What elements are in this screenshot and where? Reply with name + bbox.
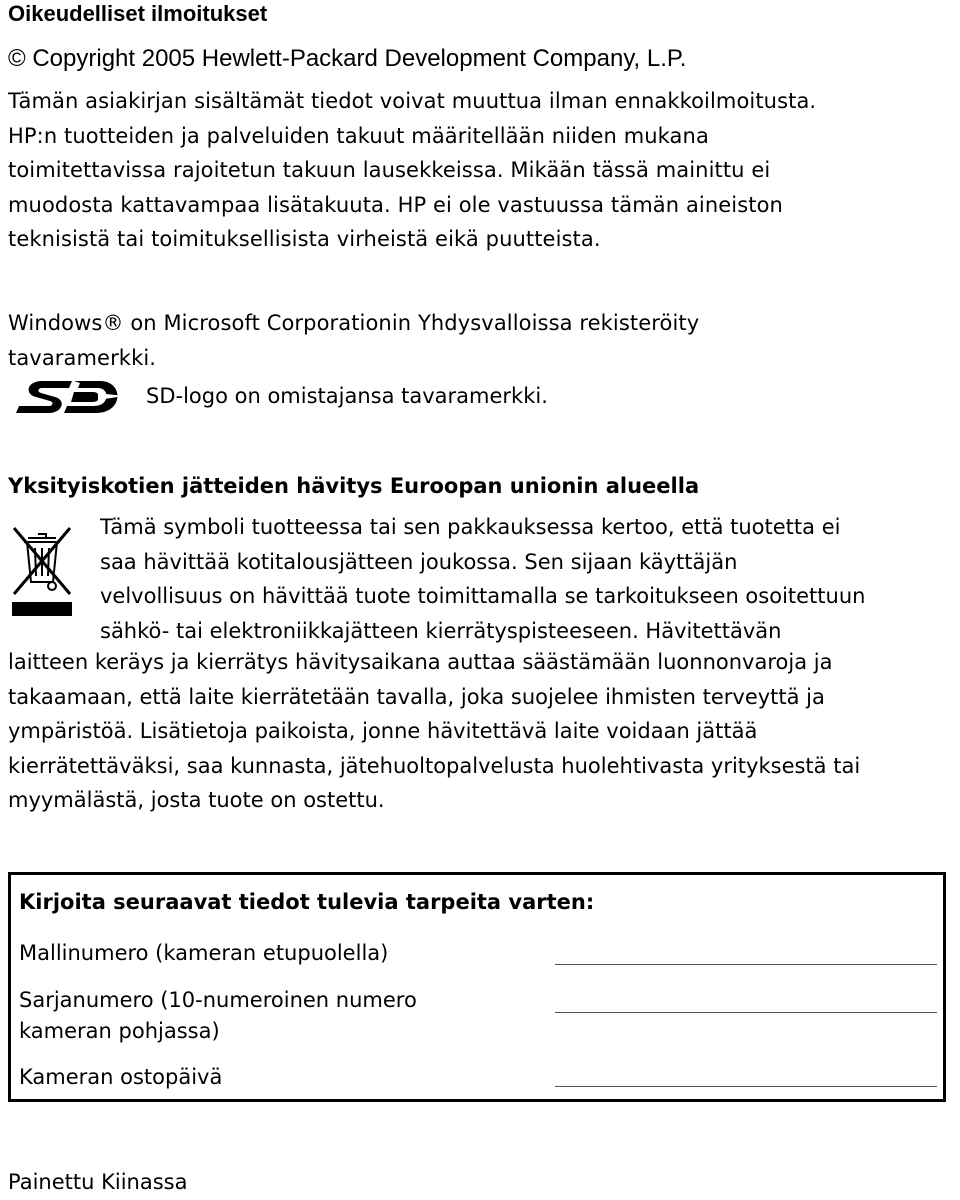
serial-number-label-text: Sarjanumero (10-numeroinen numero	[19, 988, 417, 1012]
model-number-write-line[interactable]	[555, 964, 937, 965]
weee-paragraph-line: kierrätettäväksi, saa kunnasta, jätehuoltopalvelusta huolehtivasta yrityksestä tai	[8, 753, 861, 778]
weee-paragraph-indented	[100, 510, 865, 648]
windows-trademark-line: Windows® on Microsoft Corporationin Yhdysvalloissa rekisteröity	[8, 311, 700, 335]
purchase-date-label	[19, 1062, 222, 1093]
legal-paragraph-line: muodosta kattavampaa lisätakuuta. HP ei ole vastuussa tämän aineiston	[8, 192, 783, 217]
serial-number-write-line[interactable]	[555, 1012, 937, 1013]
weee-paragraph-line: laitteen keräys ja kierrätys hävitysaikana auttaa säästämään luonnonvaroja ja	[8, 650, 833, 674]
weee-paragraph-line: saa hävittää kotitalousjätteen joukossa. Sen sijaan käyttäjän	[100, 549, 738, 574]
record-info-title: Kirjoita seuraavat tiedot tulevia tarpeita varten:	[19, 890, 595, 914]
sd-trademark-row	[8, 375, 948, 419]
legal-paragraph-line: toimitettavissa rajoitetun takuun lausekkeissa. Mikään tässä mainittu ei	[8, 158, 771, 182]
weee-paragraph-line: myymälästä, josta tuote on ostettu.	[8, 788, 385, 812]
sd-logo-icon	[12, 379, 124, 415]
purchase-date-write-line[interactable]	[555, 1086, 937, 1087]
legal-paragraph	[8, 84, 948, 257]
serial-number-label	[19, 985, 417, 1047]
purchase-date-label-text: Kameran ostopäivä	[19, 1065, 223, 1089]
printed-in-label: Painettu Kiinassa	[8, 1170, 188, 1194]
sd-logo-trademark-text: SD-logo on omistajansa tavaramerkki.	[146, 384, 548, 408]
legal-paragraph-line: HP:n tuotteiden ja palveluiden takuut määritellään niiden mukana	[8, 123, 709, 148]
legal-paragraph-line: teknisistä tai toimituksellisista virheistä eikä puutteista.	[8, 227, 601, 251]
record-info-box	[8, 872, 946, 1102]
legal-paragraph-line: Tämän asiakirjan sisältämät tiedot voivat muuttua ilman ennakkoilmoitusta.	[8, 89, 817, 113]
model-number-label	[19, 938, 388, 969]
copyright-line: © Copyright 2005 Hewlett-Packard Development Company, L.P.	[8, 45, 687, 72]
weee-paragraph-full	[8, 645, 860, 818]
weee-paragraph-line: sähkö- tai elektroniikkajätteen kierrätyspisteeseen. Hävitettävän	[100, 618, 782, 643]
windows-trademark-paragraph	[8, 306, 948, 375]
weee-paragraph-line: ympäristöä. Lisätietoja paikoista, jonne hävitettävä laite voidaan jättää	[8, 719, 758, 743]
serial-number-label-text: kameran pohjassa)	[19, 1019, 220, 1043]
legal-notices-heading: Oikeudelliset ilmoitukset	[8, 1, 268, 26]
windows-trademark-line: tavaramerkki.	[8, 345, 157, 370]
weee-paragraph-line: takaamaan, että laite kierrätetään tavalla, joka suojelee ihmisten terveyttä ja	[8, 684, 825, 709]
weee-paragraph-line: velvollisuus on hävittää tuote toimittamalla se tarkoitukseen osoitettuun	[100, 584, 866, 608]
model-number-label-text: Mallinumero (kameran etupuolella)	[19, 941, 389, 965]
weee-paragraph-line: Tämä symboli tuotteessa tai sen pakkauksessa kertoo, että tuotetta ei	[100, 515, 841, 539]
weee-heading: Yksityiskotien jätteiden hävitys Euroopan unionin alueella	[8, 474, 700, 498]
crossed-out-wheelie-bin-icon	[8, 520, 76, 618]
